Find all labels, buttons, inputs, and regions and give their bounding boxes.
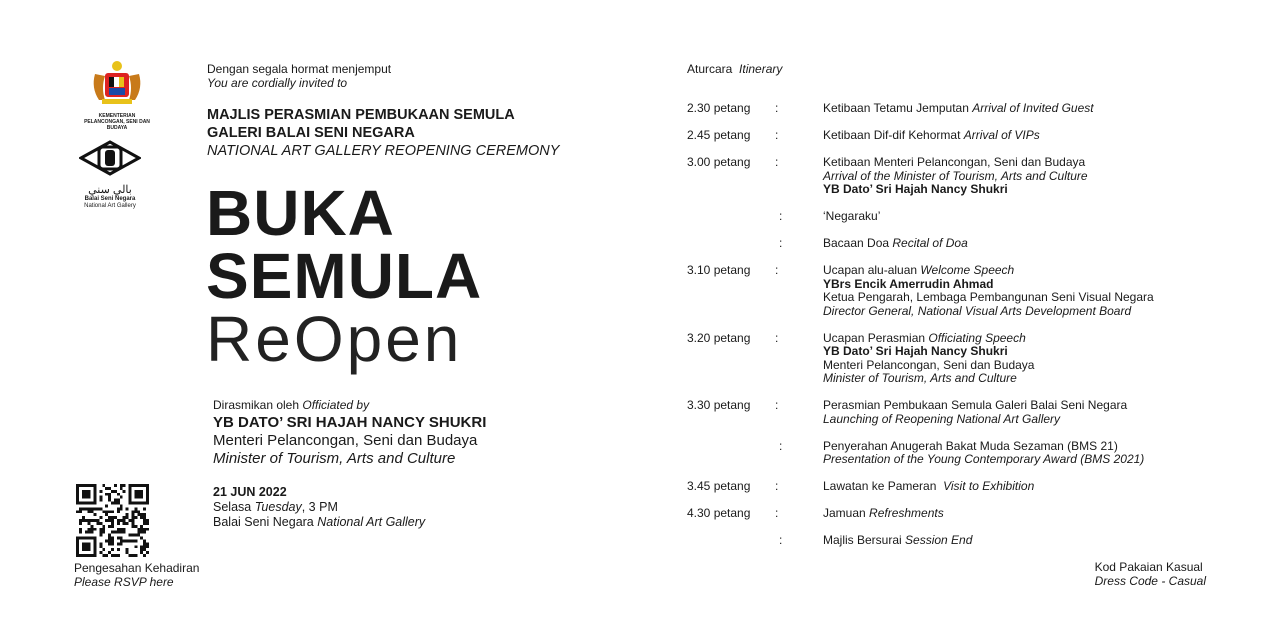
day-en: Tuesday (254, 500, 302, 514)
itinerary-text: Session End (905, 533, 973, 547)
itinerary-text: Ucapan Perasmian (823, 330, 929, 345)
itinerary-row (687, 264, 1247, 318)
invite-ms: Dengan segala hormat menjemput (207, 62, 392, 76)
day-ms: Selasa (213, 500, 252, 514)
itinerary-text: YB Dato’ Sri Hajah Nancy Shukri (823, 182, 1008, 196)
itinerary-line (823, 372, 1034, 386)
itinerary-row (687, 534, 1247, 548)
itinerary-line (823, 102, 1094, 116)
arabic-script-mark: ﺑﺎﻟﻲ ﺳﻨﻲ (88, 184, 132, 196)
itinerary-time: 3.30 petang (687, 398, 751, 412)
itinerary-separator: : (775, 263, 779, 277)
itinerary-description (823, 264, 1154, 318)
itinerary-time (687, 534, 775, 548)
itinerary-text: YB Dato’ Sri Hajah Nancy Shukri (823, 344, 1008, 358)
itinerary-row (687, 210, 1247, 224)
invite-text (207, 63, 391, 90)
itinerary-line (823, 183, 1088, 197)
itinerary-line (823, 156, 1088, 170)
itinerary-text: Ketua Pengarah, Lembaga Pembangunan Seni Visual Negara (823, 290, 1154, 304)
itinerary-line (823, 440, 1144, 454)
itinerary-line (823, 507, 944, 521)
invite-en: You are cordially invited to (207, 75, 348, 90)
dress-code (1095, 561, 1206, 588)
itinerary-time: 3.20 petang (687, 330, 751, 345)
itinerary-description (823, 399, 1127, 426)
itinerary-description (823, 534, 972, 548)
itinerary-row (687, 440, 1247, 467)
ministry-name: KEMENTERIAN PELANCONGAN, SENI DAN BUDAYA (84, 113, 150, 131)
itinerary-title-en: Itinerary (739, 62, 783, 76)
itinerary-text: Ketibaan Tetamu Jemputan (823, 101, 973, 115)
itinerary-text: Penyerahan Anugerah Bakat Muda Sezaman (BMS 21) (823, 438, 1118, 453)
itinerary-row (687, 129, 1247, 143)
itinerary-time (687, 440, 775, 467)
itinerary-line (823, 359, 1034, 373)
itinerary-row (687, 399, 1247, 426)
itinerary-line (823, 170, 1088, 184)
rsvp-en: Please RSVP here (74, 574, 174, 589)
itinerary-text: ‘Negaraku’ (823, 209, 881, 223)
itinerary-line (823, 210, 880, 224)
official-role-ms: Menteri Pelancongan, Seni dan Budaya (213, 432, 478, 449)
gallery-name-en: National Art Gallery (84, 203, 136, 209)
itinerary-line (823, 480, 1034, 494)
event-details (213, 485, 425, 530)
itinerary-description (823, 507, 944, 521)
event-venue (213, 515, 425, 530)
rsvp-ms: Pengesahan Kehadiran (74, 561, 200, 575)
officiated-by (213, 399, 369, 413)
itinerary-description (823, 237, 968, 251)
itinerary-row (687, 480, 1247, 494)
coat-of-arms-icon (87, 60, 147, 106)
officiated-en: Officiated by (302, 398, 370, 412)
itinerary-text: Welcome Speech (920, 263, 1015, 277)
itinerary-row (687, 156, 1247, 197)
itinerary-description (823, 332, 1034, 386)
itinerary-time: 3.00 petang (687, 155, 751, 169)
itinerary-text: Recital of Doa (892, 236, 968, 250)
itinerary-row (687, 102, 1247, 116)
itinerary-row (687, 507, 1247, 521)
itinerary-separator: : (779, 533, 783, 547)
itinerary-text: Arrival of VIPs (963, 128, 1040, 142)
headline-line3: ReOpen (206, 303, 463, 375)
official-name: YB DATO’ SRI HAJAH NANCY SHUKRI (213, 414, 487, 431)
itinerary-title-ms: Aturcara (687, 62, 733, 76)
itinerary-text: Minister of Tourism, Arts and Culture (823, 371, 1017, 385)
itinerary-line (823, 129, 1040, 143)
rsvp-text (74, 562, 199, 589)
itinerary-text: Lawatan ke Pameran (823, 479, 944, 493)
itinerary-text: Launching of Reopening National Art Gallery (823, 411, 1061, 426)
itinerary-text: Director General, National Visual Arts Development Board (823, 303, 1132, 318)
event-time: , 3 PM (301, 500, 338, 514)
itinerary-line (823, 413, 1127, 427)
itinerary-description (823, 480, 1034, 494)
headline-line1: BUKA (206, 177, 395, 249)
rsvp-qr-code[interactable] (76, 484, 149, 557)
itinerary-description (823, 102, 1094, 116)
itinerary-text: Visit to Exhibition (943, 479, 1035, 493)
itinerary-text: Arrival of the Minister of Tourism, Arts and Culture (823, 168, 1088, 183)
itinerary-text: Presentation of the Young Contemporary Award (BMS 2021) (823, 452, 1145, 466)
itinerary-text: Jamuan (823, 506, 870, 520)
event-title-line1: MAJLIS PERASMIAN PEMBUKAAN SEMULA (207, 107, 515, 123)
itinerary-line (823, 332, 1034, 346)
itinerary-row (687, 332, 1247, 386)
itinerary-text: Arrival of Invited Guest (972, 101, 1094, 115)
official-role-en: Minister of Tourism, Arts and Culture (213, 450, 456, 467)
itinerary-text: YBrs Encik Amerrudin Ahmad (823, 276, 994, 291)
itinerary-separator: : (775, 398, 779, 412)
itinerary-description (823, 129, 1040, 143)
event-date: 21 JUN 2022 (213, 485, 287, 499)
ministry-logo (78, 60, 156, 131)
event-title (207, 106, 559, 160)
venue-en: National Art Gallery (317, 515, 426, 529)
event-day-time (213, 500, 425, 515)
itinerary-separator: : (775, 330, 779, 345)
itinerary-time: 2.30 petang (687, 101, 751, 115)
itinerary-separator: : (775, 479, 779, 493)
itinerary-line (823, 345, 1034, 359)
itinerary-text: Menteri Pelancongan, Seni dan Budaya (823, 357, 1035, 372)
itinerary-line (823, 534, 972, 548)
itinerary-separator: : (775, 506, 779, 520)
itinerary-text: Ketibaan Menteri Pelancongan, Seni dan Budaya (823, 155, 1086, 169)
itinerary-text: Bacaan Doa (823, 236, 893, 250)
itinerary-time: 2.45 petang (687, 128, 751, 142)
itinerary-text: Perasmian Pembukaan Semula Galeri Balai Seni Negara (823, 398, 1128, 412)
itinerary-separator: : (779, 438, 783, 453)
itinerary-time (687, 210, 775, 224)
headline-line2: SEMULA (206, 240, 483, 312)
itinerary-line (823, 291, 1154, 305)
itinerary-line (823, 278, 1154, 292)
event-title-en: NATIONAL ART GALLERY REOPENING CEREMONY (207, 143, 560, 159)
dress-code-ms: Kod Pakaian Kasual (1094, 560, 1203, 574)
itinerary-time: 3.45 petang (687, 479, 751, 493)
itinerary-text: Ketibaan Dif-dif Kehormat (823, 128, 964, 142)
itinerary-title (687, 63, 782, 77)
gallery-logo (78, 140, 142, 210)
itinerary-text: Ucapan alu-aluan (823, 263, 921, 277)
itinerary-separator: : (775, 128, 779, 142)
dress-code-en: Dress Code - Casual (1094, 573, 1206, 588)
itinerary-line (823, 399, 1127, 413)
itinerary-separator: : (775, 155, 779, 169)
itinerary-separator: : (775, 101, 779, 115)
itinerary-line (823, 453, 1144, 467)
itinerary-line (823, 264, 1154, 278)
officiated-ms: Dirasmikan oleh (213, 398, 300, 412)
itinerary-list (687, 102, 1247, 561)
itinerary-separator: : (779, 209, 783, 223)
itinerary-description (823, 210, 880, 224)
venue-ms: Balai Seni Negara (213, 515, 314, 529)
itinerary-time (687, 237, 775, 251)
itinerary-text: Officiating Speech (928, 330, 1026, 345)
headline (206, 177, 483, 375)
event-title-line2: GALERI BALAI SENI NEGARA (207, 125, 415, 141)
itinerary-description (823, 156, 1088, 197)
gallery-name: Balai Seni Negara (84, 196, 136, 202)
itinerary-text: Refreshments (869, 506, 944, 520)
itinerary-time: 3.10 petang (687, 263, 751, 277)
itinerary-description (823, 440, 1144, 467)
itinerary-text: Majlis Bersurai (823, 533, 906, 547)
itinerary-row (687, 237, 1247, 251)
itinerary-line (823, 237, 968, 251)
itinerary-time: 4.30 petang (687, 506, 751, 520)
itinerary-line (823, 305, 1154, 319)
gallery-eye-icon (79, 140, 141, 176)
official-block (213, 414, 486, 468)
itinerary-separator: : (779, 236, 783, 250)
